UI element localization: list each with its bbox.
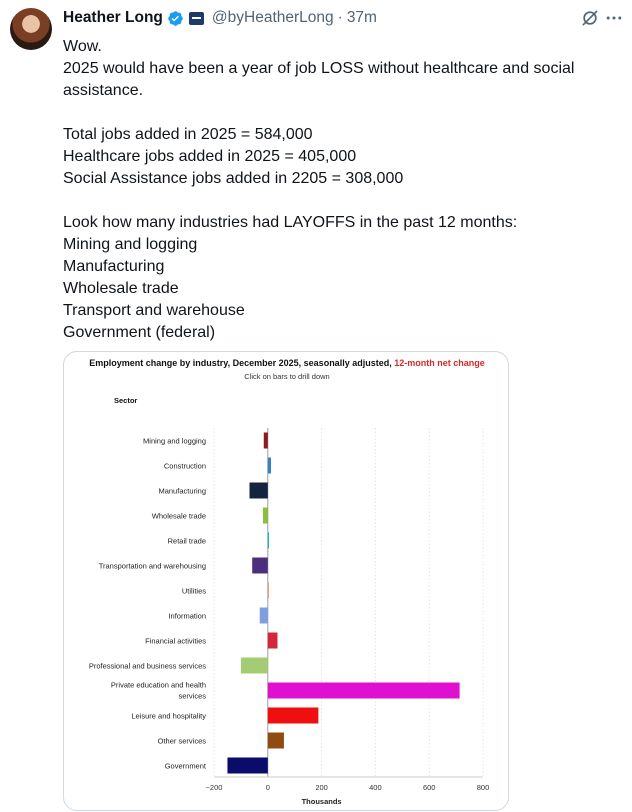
tweet-line: Social Assistance jobs added in 2205 = 308,000: [63, 170, 404, 187]
chart-bar[interactable]: [264, 433, 268, 449]
tweet-line: Government (federal): [63, 324, 216, 341]
chart-category-label: Wholesale trade: [151, 511, 206, 521]
affiliation-badge-icon[interactable]: [189, 12, 204, 25]
chart-tick-label: 400: [369, 783, 382, 792]
tweet-line: Look how many industries had LAYOFFS in the past 12 months:: [63, 214, 518, 231]
chart-title-main: Employment change by industry, December 2025, seasonally adjusted,: [89, 358, 395, 368]
chart-bar[interactable]: [241, 658, 268, 674]
chart-bar[interactable]: [252, 558, 268, 574]
chart-subtitle: Click on bars to drill down: [244, 372, 330, 381]
tweet-blank-line: [63, 102, 623, 124]
chart-category-label: Professional and business services: [88, 661, 206, 671]
author-name[interactable]: Heather Long: [63, 9, 163, 26]
chart-bar[interactable]: [268, 708, 319, 724]
chart-tick-label: −200: [205, 783, 223, 792]
tweet-line: Wow.: [63, 38, 102, 55]
tweet-line: Transport and warehouse: [63, 302, 245, 319]
chart-bar[interactable]: [268, 583, 269, 599]
tweet-line: Wholesale trade: [63, 280, 179, 297]
chart-x-axis-label: Thousands: [301, 797, 342, 806]
chart-category-label: Leisure and hospitality: [131, 711, 206, 721]
tweet-body: [63, 36, 623, 344]
tweet-blank-line: [63, 190, 623, 212]
chart-bar[interactable]: [268, 633, 278, 649]
chart-tick-label: 600: [422, 783, 436, 792]
more-options-icon[interactable]: [604, 8, 624, 28]
chart-category-label: Utilities: [181, 586, 206, 596]
chart-category-label: Private education and health: [110, 680, 206, 690]
chart-category-label: services: [178, 691, 206, 701]
chart-bar[interactable]: [260, 608, 268, 624]
chart-bar[interactable]: [268, 733, 284, 749]
chart-tick-label: 800: [476, 783, 490, 792]
chart-category-header: Sector: [114, 396, 138, 405]
chart-tick-label: 200: [315, 783, 328, 792]
tweet-line: Healthcare jobs added in 2025 = 405,000: [63, 148, 357, 165]
author-avatar[interactable]: [10, 8, 52, 50]
chart-category-label: Government: [164, 761, 206, 771]
chart-category-label: Manufacturing: [158, 486, 206, 496]
chart-bar[interactable]: [268, 683, 460, 699]
employment-bar-chart: [64, 352, 510, 812]
chart-bar[interactable]: [227, 758, 267, 774]
chart-tick-label: 0: [265, 783, 270, 792]
chart-bar[interactable]: [263, 508, 268, 524]
chart-bar[interactable]: [250, 483, 268, 499]
chart-category-label: Information: [168, 611, 206, 621]
chart-category-label: Transportation and warehousing: [98, 561, 206, 571]
chart-bar[interactable]: [268, 533, 269, 549]
chart-image-card[interactable]: [63, 351, 509, 811]
chart-category-label: Retail trade: [167, 536, 206, 546]
header-separator: ·: [337, 9, 343, 26]
tweet-line: Mining and logging: [63, 236, 198, 253]
chart-bar[interactable]: [268, 458, 271, 474]
verified-badge-icon: [167, 10, 184, 27]
tweet-timestamp[interactable]: 37m: [346, 9, 377, 26]
tweet-header: [63, 8, 377, 28]
chart-category-label: Mining and logging: [143, 436, 206, 446]
tweet-line: 2025 would have been a year of job LOSS without healthcare and social assistance.: [63, 60, 579, 99]
tweet-line: Total jobs added in 2025 = 584,000: [63, 126, 313, 143]
chart-category-label: Other services: [157, 736, 206, 746]
grok-icon[interactable]: [580, 8, 600, 28]
chart-title-accent: 12-month net change: [394, 358, 485, 368]
tweet-line: Manufacturing: [63, 258, 165, 275]
chart-category-label: Financial activities: [145, 636, 206, 646]
author-handle[interactable]: @byHeatherLong: [211, 9, 334, 26]
chart-category-label: Construction: [163, 461, 206, 471]
